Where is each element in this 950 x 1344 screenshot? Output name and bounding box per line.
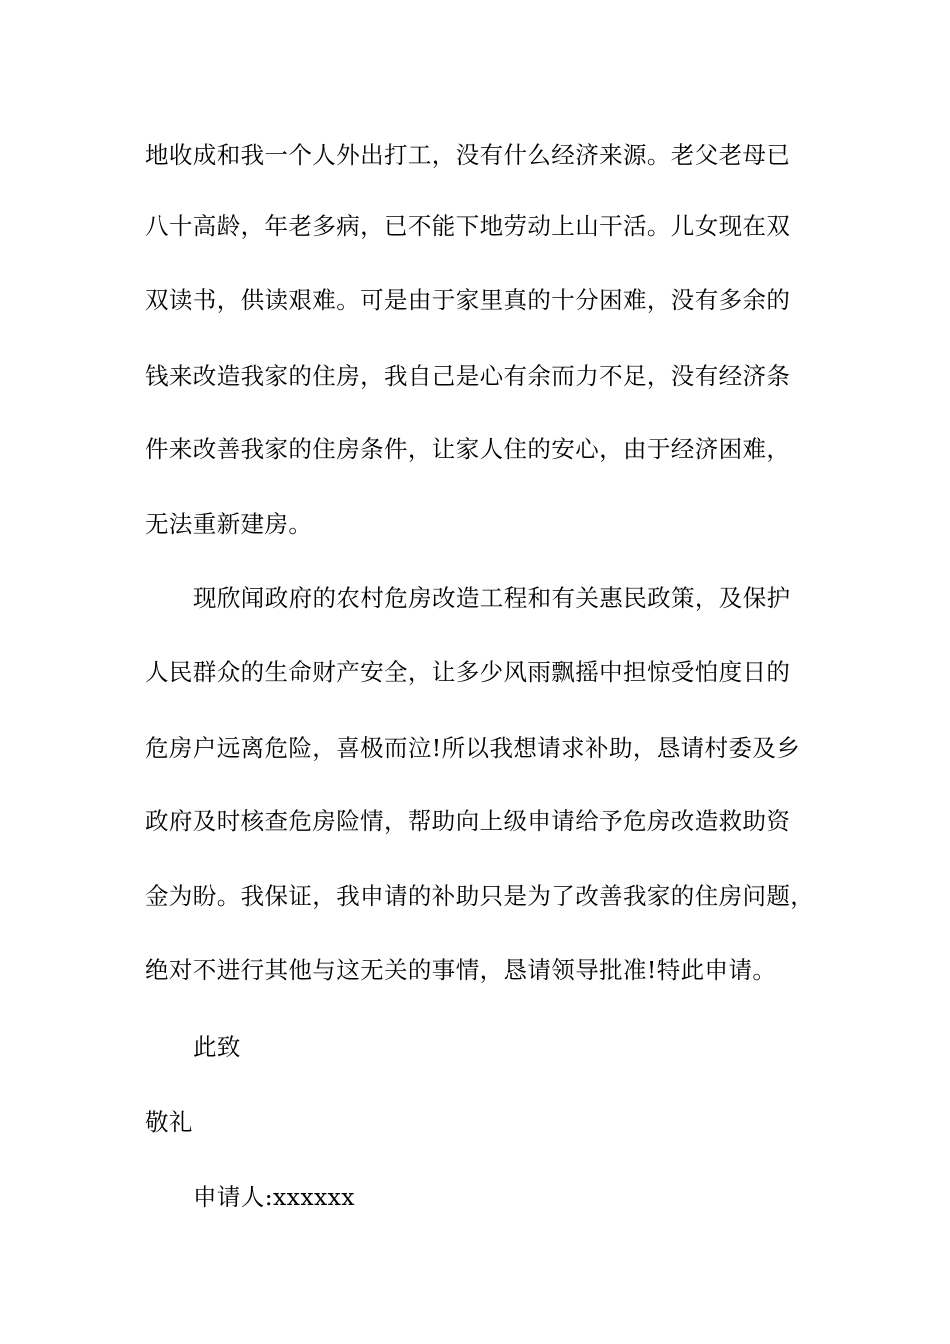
text-line: 八十高龄，年老多病，已不能下地劳动上山干活。儿女现在双: [145, 212, 791, 240]
applicant-signature: 申请人:xxxxxx: [193, 1183, 355, 1211]
text-line: 地收成和我一个人外出打工，没有什么经济来源。老父老母已: [145, 141, 791, 169]
text-line: 人民群众的生命财产安全，让多少风雨飘摇中担惊受怕度日的: [145, 658, 791, 686]
text-line: 双读书，供读艰难。可是由于家里真的十分困难，没有多余的: [145, 286, 791, 314]
text-line: 金为盼。我保证，我申请的补助只是为了改善我家的住房问题，: [145, 882, 815, 910]
text-line: 钱来改造我家的住房，我自己是心有余而力不足，没有经济条: [145, 362, 791, 390]
text-line: 件来改善我家的住房条件，让家人住的安心，由于经济困难，: [145, 435, 791, 463]
text-line: 无法重新建房。: [145, 510, 313, 538]
text-line: 危房户远离危险，喜极而泣!所以我想请求补助，恳请村委及乡: [145, 734, 801, 762]
closing-text: 此致: [193, 1033, 241, 1061]
text-line: 政府及时核查危房险情，帮助向上级申请给予危房改造救助资: [145, 807, 791, 835]
text-line: 绝对不进行其他与这无关的事情，恳请领导批准!特此申请。: [145, 956, 777, 984]
text-line: 现欣闻政府的农村危房改造工程和有关惠民政策，及保护: [193, 584, 791, 612]
salutation-text: 敬礼: [145, 1108, 193, 1136]
